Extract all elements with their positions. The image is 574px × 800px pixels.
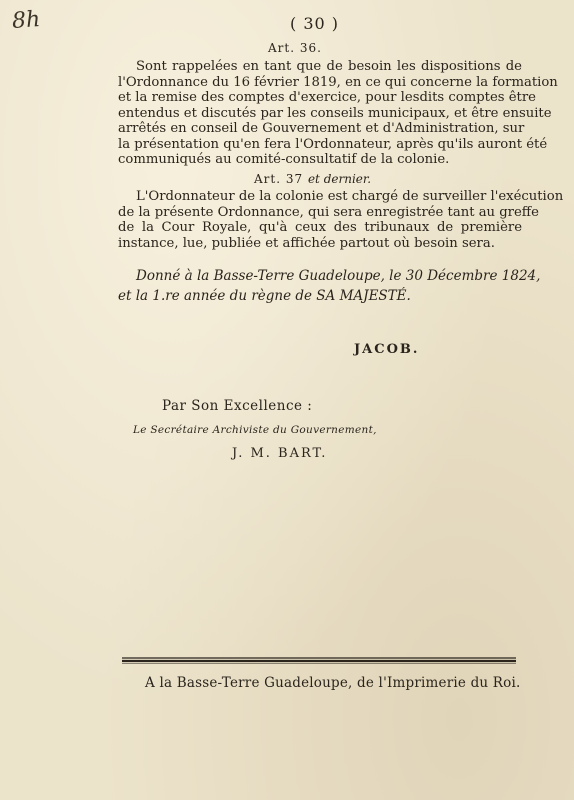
signature-jacob: JACOB. bbox=[354, 342, 420, 357]
paragraph-line: et la remise des comptes d'exercice, pour lesdits comptes être bbox=[118, 90, 536, 105]
countersign-title: Le Secrétaire Archiviste du Gouvernement, bbox=[133, 424, 377, 436]
paragraph-line: entendus et discutés par les conseils municipaux, et être ensuite bbox=[118, 105, 552, 121]
paragraph-line: instance, lue, publiée et affichée partout où besoin sera. bbox=[118, 235, 495, 251]
countersign-name: J. M. BART. bbox=[232, 446, 328, 461]
article-36-heading: Art. 36. bbox=[268, 41, 322, 55]
closing-statement bbox=[118, 266, 541, 306]
article-36-paragraph bbox=[118, 59, 558, 168]
paragraph-line: de la Cour Royale, qu'à ceux des tribunaux de première bbox=[118, 220, 522, 235]
article-37-heading bbox=[254, 172, 371, 186]
paragraph-line: Sont rappelées en tant que de besoin les dispositions de bbox=[136, 59, 522, 74]
closing-line: et la 1.re année du règne de SA MAJESTÉ. bbox=[118, 288, 411, 304]
paragraph-line: de la présente Ordonnance, qui sera enregistrée tant au greffe bbox=[118, 204, 539, 220]
article-37-paragraph bbox=[118, 189, 564, 251]
article-37-heading-suffix: et dernier. bbox=[307, 172, 372, 186]
paragraph-line: communiqués au comité-consultatif de la colonie. bbox=[118, 152, 450, 167]
decorative-rule bbox=[122, 656, 516, 664]
paragraph-line: l'Ordonnance du 16 février 1819, en ce qui concerne la formation bbox=[118, 74, 558, 90]
printer-imprint: A la Basse-Terre Guadeloupe, de l'Imprimerie du Roi. bbox=[145, 675, 521, 691]
paragraph-line: la présentation qu'en fera l'Ordonnateur, après qu'ils auront été bbox=[118, 136, 548, 152]
handwritten-margin-note: 8h bbox=[11, 7, 42, 34]
countersign-by: Par Son Excellence : bbox=[162, 398, 313, 414]
article-37-heading-number: Art. 37 bbox=[254, 172, 304, 186]
paragraph-line: L'Ordonnateur de la colonie est chargé de surveiller l'exécution bbox=[136, 189, 564, 204]
closing-line: Donné à la Basse-Terre Guadeloupe, le 30 Décembre 1824, bbox=[136, 268, 541, 284]
page-number: ( 30 ) bbox=[290, 14, 340, 33]
paragraph-line: arrêtés en conseil de Gouvernement et d'Administration, sur bbox=[118, 121, 525, 136]
